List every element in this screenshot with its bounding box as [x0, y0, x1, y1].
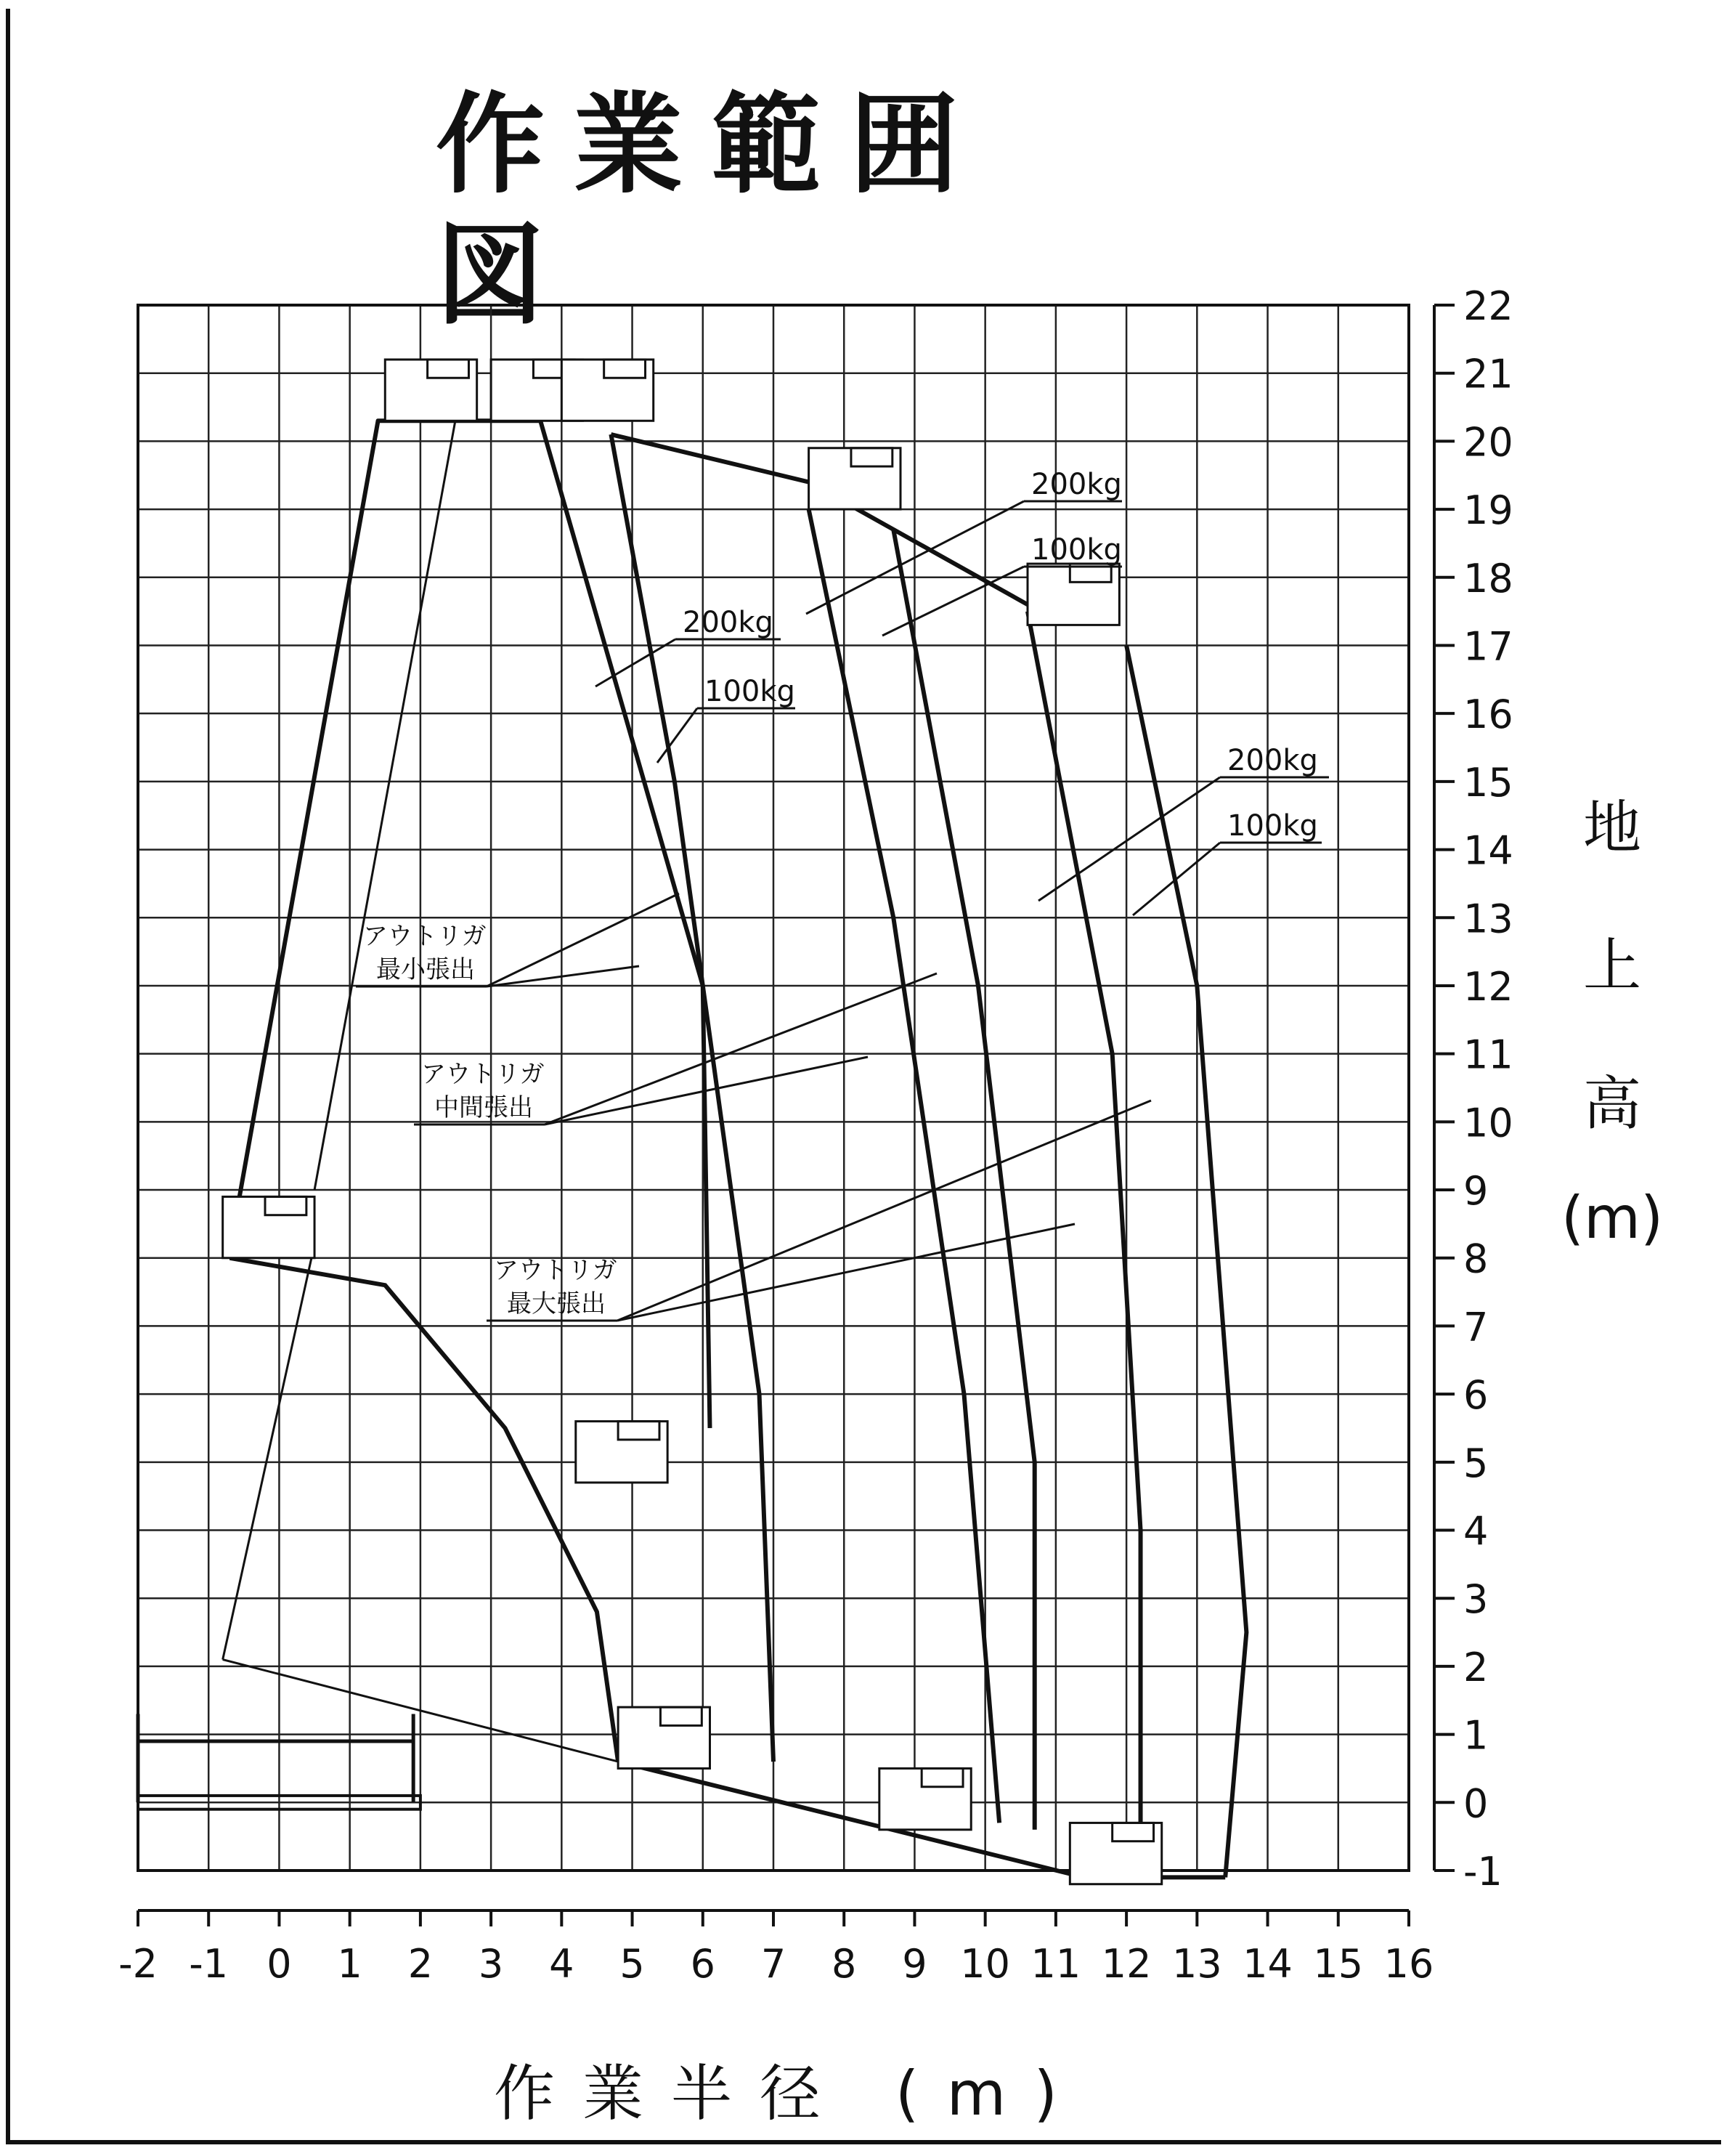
chart-grid	[138, 305, 1409, 1871]
y-tick-label: 1	[1463, 1712, 1489, 1759]
y-axis-unit: (m)	[1561, 1184, 1664, 1252]
y-tick-label: 10	[1463, 1100, 1513, 1146]
outrigger-label-line2: 最大張出	[507, 1289, 606, 1318]
lower-boundary-arc	[229, 1258, 618, 1762]
x-tick-label: 16	[1383, 1941, 1434, 1987]
load-label: 200kg	[1031, 468, 1122, 501]
y-tick-label: 12	[1463, 963, 1513, 1010]
x-tick-label: 2	[407, 1941, 434, 1987]
y-tick-label: 20	[1463, 419, 1513, 466]
y-tick-label: 9	[1463, 1168, 1489, 1215]
outrigger-label-line1: アウトリガ	[421, 1060, 545, 1089]
y-tick-label: 7	[1463, 1304, 1489, 1350]
leader-line	[1038, 777, 1220, 901]
load-label: 200kg	[683, 606, 773, 639]
basket-box	[385, 360, 476, 421]
x-tick-label: 5	[619, 1941, 645, 1987]
y-tick-label: 3	[1463, 1576, 1489, 1623]
x-tick-label: 11	[1030, 1941, 1081, 1987]
basket-box	[561, 360, 653, 421]
y-label-char: 上	[1583, 932, 1641, 1000]
x-tick-label: 10	[960, 1941, 1011, 1987]
x-axis-label-text: 作業半径	[494, 2058, 849, 2129]
x-tick-label: 6	[690, 1941, 715, 1987]
y-tick-label: 11	[1463, 1032, 1513, 1078]
y-tick-label: 13	[1463, 896, 1513, 942]
y-label-char: 高	[1583, 1070, 1641, 1138]
envelope-outrigger_max_200	[1028, 612, 1141, 1878]
load-label: 100kg	[1031, 533, 1122, 567]
x-tick-label: -2	[118, 1941, 158, 1987]
leader-line	[617, 1101, 1151, 1321]
x-tick-label: 1	[337, 1941, 362, 1987]
basket-box	[618, 1707, 710, 1768]
page-title: 作業範囲図	[436, 82, 988, 339]
y-tick-label: 4	[1463, 1508, 1489, 1555]
y-tick-label: 18	[1463, 555, 1513, 601]
boom-mid-line	[223, 1244, 314, 1660]
y-tick-label: 15	[1463, 759, 1513, 806]
y-tick-label: 22	[1463, 283, 1513, 329]
y-label-char: 地	[1583, 794, 1641, 862]
y-tick-label: 21	[1463, 351, 1513, 397]
y-tick-label: 14	[1463, 827, 1513, 874]
basket-box	[1070, 1823, 1161, 1884]
y-tick-label: 2	[1463, 1644, 1489, 1690]
x-tick-label: 8	[832, 1941, 857, 1987]
leader-line	[617, 1224, 1075, 1321]
x-tick-label: 13	[1171, 1941, 1222, 1987]
load-label: 100kg	[704, 675, 795, 708]
x-tick-label: 3	[478, 1941, 504, 1987]
x-tick-label: 0	[267, 1941, 292, 1987]
x-tick-label: 9	[902, 1941, 927, 1987]
x-tick-label: 7	[760, 1941, 786, 1987]
leader-line	[545, 973, 937, 1124]
leader-line	[1133, 843, 1220, 915]
x-tick-label: -1	[189, 1941, 229, 1987]
y-axis-label	[1554, 792, 1670, 1252]
load-label: 200kg	[1227, 744, 1318, 777]
x-axis-unit: (m)	[895, 2058, 1086, 2129]
basket-box	[879, 1768, 971, 1829]
envelope-outrigger_mid_200	[809, 509, 1000, 1823]
load-label: 100kg	[1227, 809, 1318, 843]
y-tick-label: 0	[1463, 1780, 1489, 1827]
y-tick-label: -1	[1463, 1849, 1503, 1894]
y-tick-label: 17	[1463, 623, 1513, 670]
outrigger-label-line1: アウトリガ	[494, 1256, 617, 1285]
outrigger-label-line2: 中間張出	[434, 1093, 533, 1122]
y-tick-label: 6	[1463, 1372, 1489, 1419]
basket-box	[809, 448, 900, 509]
annotation-labels	[356, 468, 1329, 1321]
outrigger-label-line2: 最小張出	[376, 955, 475, 984]
leader-line	[487, 893, 679, 986]
y-tick-label: 8	[1463, 1236, 1489, 1282]
y-tick-label: 5	[1463, 1440, 1489, 1486]
y-tick-label: 19	[1463, 487, 1513, 534]
basket-box	[1028, 564, 1119, 625]
x-tick-label: 15	[1313, 1941, 1364, 1987]
basket-box	[223, 1196, 314, 1257]
bottom-sweep-line	[618, 1762, 1084, 1877]
x-tick-label: 12	[1101, 1941, 1152, 1987]
x-tick-label: 14	[1243, 1941, 1293, 1987]
x-tick-label: 4	[549, 1941, 574, 1987]
y-tick-label: 16	[1463, 692, 1513, 738]
outrigger-label-line1: アウトリガ	[363, 922, 487, 951]
basket-box	[576, 1422, 667, 1483]
x-axis-label	[494, 2045, 1085, 2133]
